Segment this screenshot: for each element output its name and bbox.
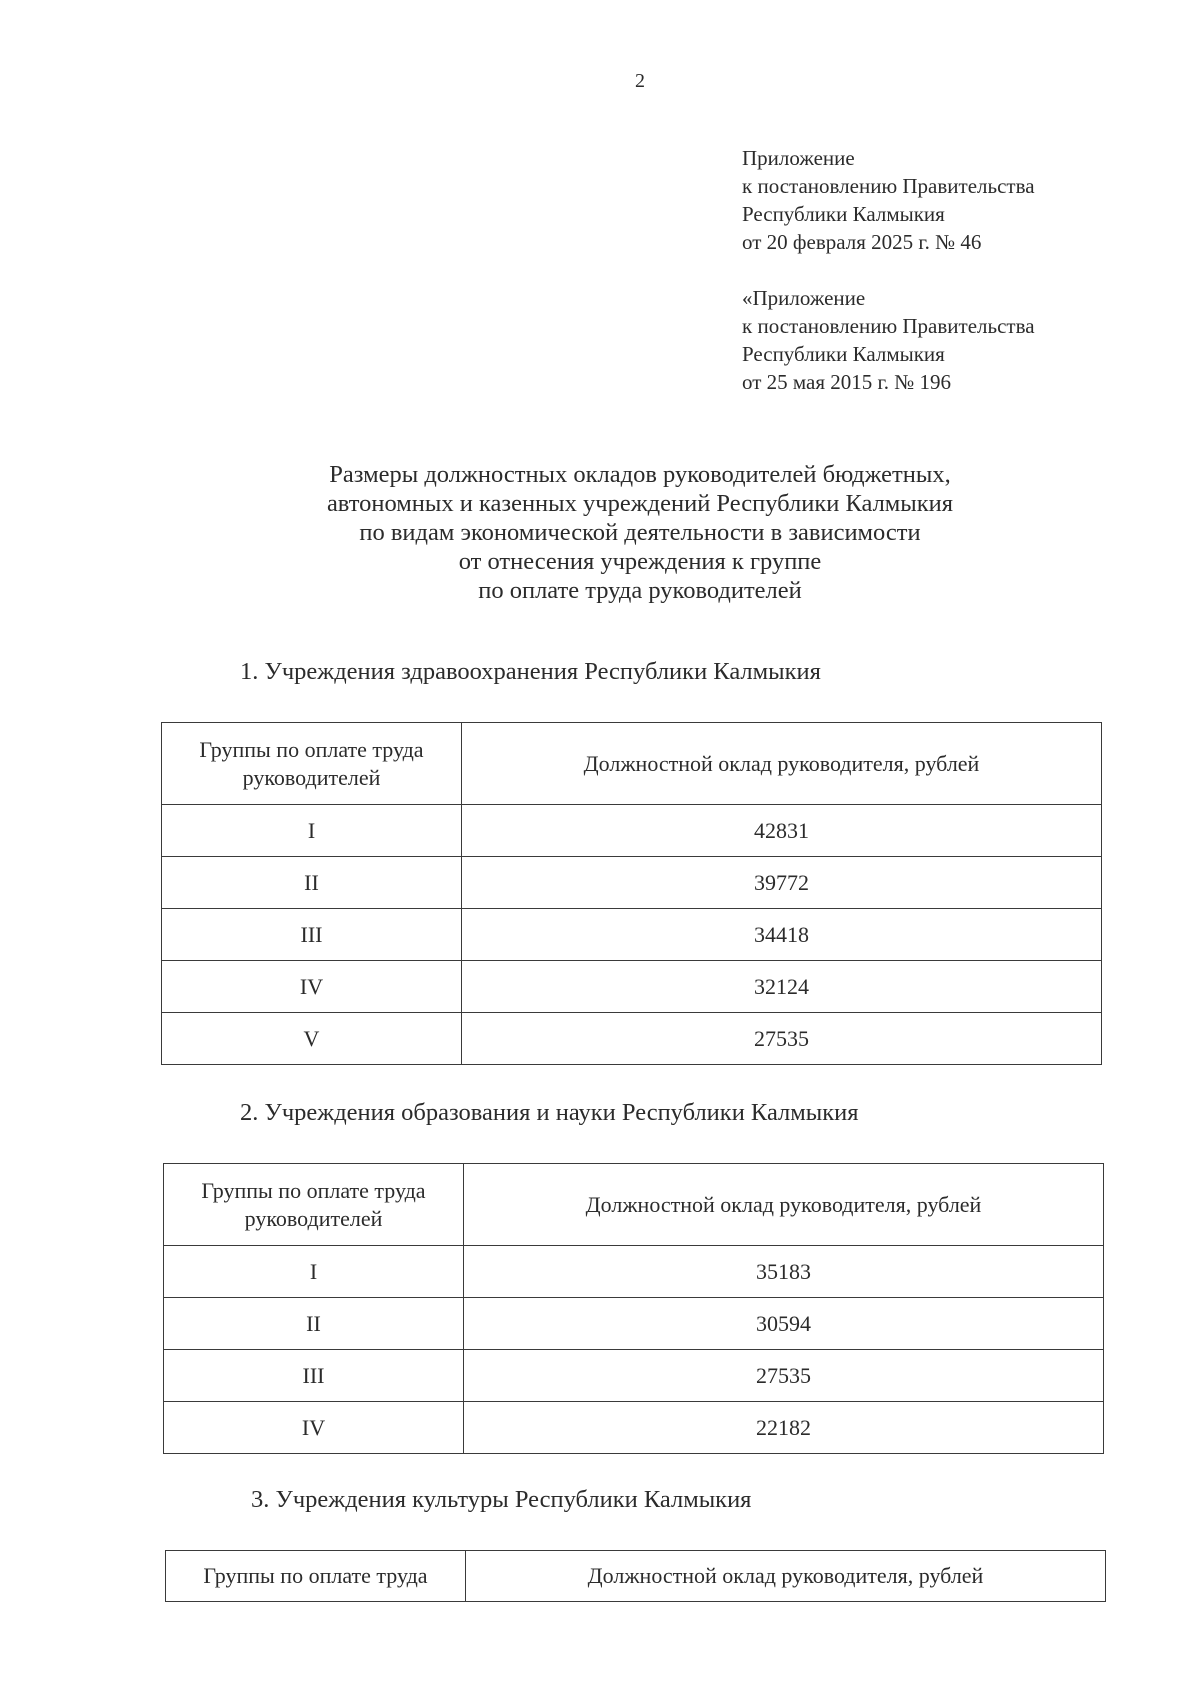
salary-cell: 27535 [462,1013,1102,1065]
group-cell: III [164,1350,464,1402]
appendix-line: Приложение [742,146,855,170]
page-number: 2 [635,70,645,92]
table-row [164,1298,1104,1350]
salary-cell: 22182 [464,1402,1104,1454]
header-group-cell: Группы по оплате труда [166,1551,466,1602]
salary-table-healthcare [161,722,1102,1065]
appendix-block-previous [742,284,1035,396]
header-salary-cell: Должностной оклад руководителя, рублей [466,1551,1106,1602]
group-cell: IV [164,1402,464,1454]
salary-cell: 27535 [464,1350,1104,1402]
header-group-cell: Группы по оплате труда руководителей [164,1164,464,1246]
salary-cell: 32124 [462,961,1102,1013]
salary-cell: 39772 [462,857,1102,909]
group-cell: IV [162,961,462,1013]
table-row [162,805,1102,857]
table-header-row [164,1164,1104,1246]
document-title [200,460,1080,605]
section-heading-culture: 3. Учреждения культуры Республики Калмыкия [251,1486,752,1513]
group-cell: III [162,909,462,961]
title-line: Размеры должностных окладов руководителей бюджетных, [329,461,951,488]
salary-cell: 35183 [464,1246,1104,1298]
section-heading-education: 2. Учреждения образования и науки Республики Калмыкия [240,1099,859,1126]
group-cell: I [162,805,462,857]
appendix-line: Республики Калмыкия [742,202,945,226]
table-header-row [162,723,1102,805]
appendix-line: Республики Калмыкия [742,342,945,366]
salary-table-culture [165,1550,1106,1602]
group-cell: II [162,857,462,909]
header-salary-cell: Должностной оклад руководителя, рублей [464,1164,1104,1246]
table-row [162,1013,1102,1065]
appendix-line: «Приложение [742,286,866,310]
appendix-block-current [742,144,1035,256]
salary-cell: 42831 [462,805,1102,857]
header-group-cell: Группы по оплате труда руководителей [162,723,462,805]
title-line: по оплате труда руководителей [478,577,802,604]
section-heading-healthcare: 1. Учреждения здравоохранения Республики Калмыкия [240,658,821,685]
salary-table-education [163,1163,1104,1454]
salary-cell: 30594 [464,1298,1104,1350]
title-line: по видам экономической деятельности в зависимости [359,519,921,546]
appendix-line: к постановлению Правительства [742,174,1035,198]
table-row [162,961,1102,1013]
group-cell: I [164,1246,464,1298]
salary-cell: 34418 [462,909,1102,961]
appendix-line: от 25 мая 2015 г. № 196 [742,370,952,394]
title-line: автономных и казенных учреждений Республики Калмыкия [326,490,954,517]
table-row [164,1350,1104,1402]
header-salary-cell: Должностной оклад руководителя, рублей [462,723,1102,805]
table-row [164,1402,1104,1454]
appendix-line: от 20 февраля 2025 г. № 46 [742,230,982,254]
table-row [162,909,1102,961]
table-row [162,857,1102,909]
table-header-row [166,1551,1106,1602]
group-cell: V [162,1013,462,1065]
title-line: от отнесения учреждения к группе [458,548,822,575]
group-cell: II [164,1298,464,1350]
table-row [164,1246,1104,1298]
appendix-line: к постановлению Правительства [742,314,1035,338]
